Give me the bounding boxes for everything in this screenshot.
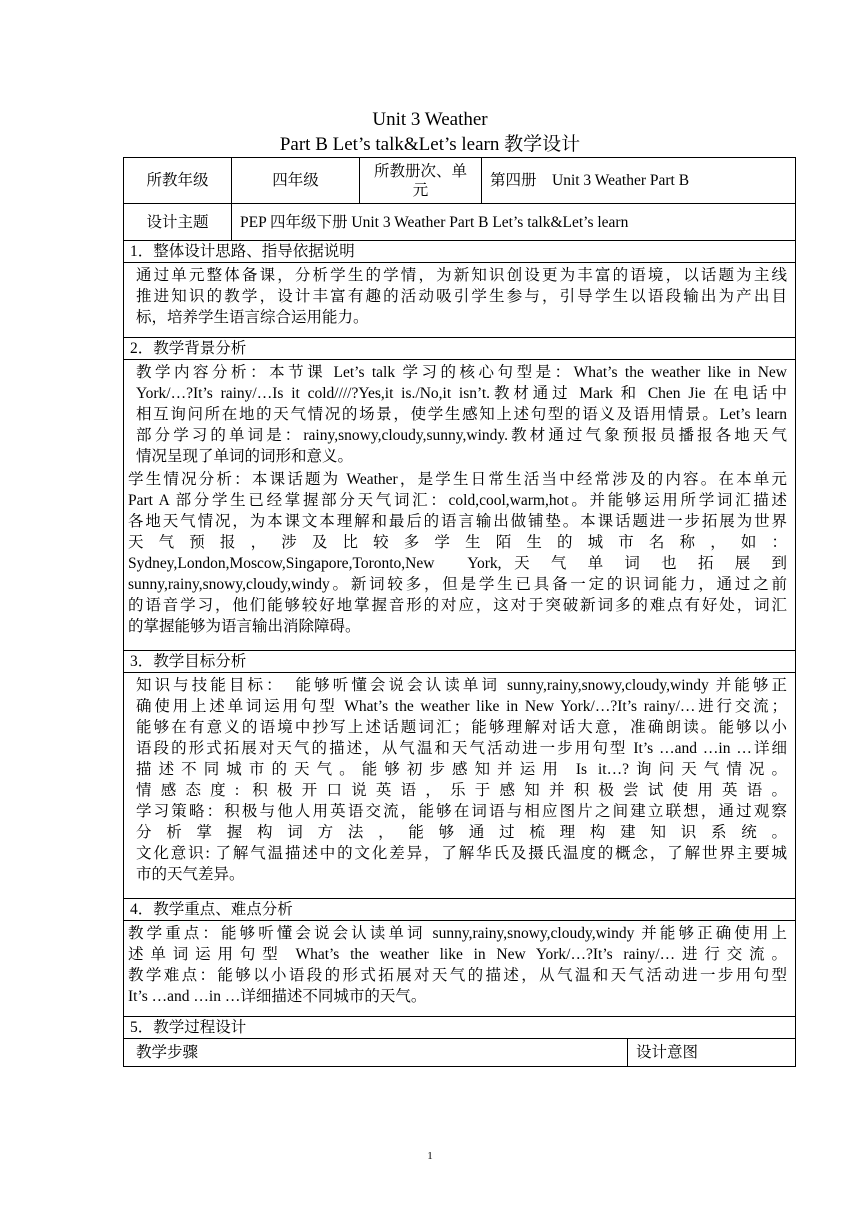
text-line: 通过单元整体备课，分析学生的学情，为新知识创设更为丰富的语境，以话题为主线 <box>136 267 787 284</box>
text-line: 各地天气情况，为本课文本理解和最后的语言输出做铺垫。本课话题进一步拓展为世界 <box>128 513 787 530</box>
text-line: Sydney,London,Moscow,Singapore,Toronto,New York, 天 气 单 词 也 拓 展 到 <box>128 555 787 572</box>
text-line: 情感态度: 积极开口说英语，乐于感知并积极尝试使用英语。 <box>136 782 787 799</box>
section-1-body-row <box>124 263 796 338</box>
text-line: 语段的形式拓展对天气的描述，从气温和天气活动进一步用句型 It’s …and …in …详细 <box>136 740 787 757</box>
text-line: 教学难点：能够以小语段的形式拓展对天气的描述，从气温和天气活动进一步用句型 <box>128 967 787 984</box>
page-number: 1 <box>427 1150 433 1162</box>
key-points-body <box>124 921 795 1007</box>
text-line: 情况呈现了单词的词形和意义。 <box>136 448 354 465</box>
text-line: 相互询问所在地的天气情况的场景，使学生感知上述句型的语义及语用情景。Let’s learn <box>136 406 787 423</box>
text-line: 文化意识: 了解气温描述中的文化差异，了解华氏及摄氏温度的概念，了解世界主要城 <box>136 845 787 862</box>
volume-label-line1: 所教册次、单 <box>373 162 467 180</box>
info-row <box>124 158 796 204</box>
volume-label-line2: 元 <box>412 181 429 199</box>
text-line: sunny,rainy,snowy,cloudy,windy。新词较多，但是学生已具备一定的识词能力，通过之前 <box>128 576 787 593</box>
text-line: 能够在有意义的语境中抄写上述话题词汇；能够理解对话大意，准确朗读。能够以小 <box>136 719 787 736</box>
grade-value: 四年级 <box>232 158 360 204</box>
text-line: 学习策略：积极与他人用英语交流，能够在词语与相应图片之间建立联想，通过观察 <box>136 803 787 820</box>
text-line: 市的天气差异。 <box>136 866 245 883</box>
text-line: 描述不同城市的天气。能够初步感知并运用 Is it…?询问天气情况。 <box>136 761 787 778</box>
process-header-row <box>124 1039 796 1067</box>
document-title: Unit 3 Weather <box>372 109 488 130</box>
text-line: Part A 部分学生已经掌握部分天气词汇：cold,cool,warm,hot。并能够运用所学词汇描述 <box>128 492 787 509</box>
section-2-heading-row <box>124 338 796 360</box>
text-line: 述单词运用句型 What’s the weather like in New York/…?It’s rainy/…进行交流。 <box>128 946 787 963</box>
topic-row <box>124 204 796 241</box>
section-1-heading-row <box>124 241 796 263</box>
text-line: 部分学习的单词是：rainy,snowy,cloudy,sunny,windy.教材通过气象预报员播报各地天气 <box>136 427 787 444</box>
text-line: 天 气 预 报 ， 涉 及 比 较 多 学 生 陌 生 的 城 市 名 称 ， 如 ： <box>128 534 787 551</box>
grade-label: 所教年级 <box>124 158 232 204</box>
text-line: 确使用上述单词运用句型 What’s the weather like in New York/…?It’s rainy/…进行交流； <box>136 698 787 715</box>
section-4-body-row <box>124 921 796 1017</box>
volume-label <box>360 158 482 204</box>
text-line: 标，培养学生语言综合运用能力。 <box>136 309 369 326</box>
text-line: It’s …and …in …详细描述不同城市的天气。 <box>128 988 427 1005</box>
section-3-heading-row <box>124 651 796 673</box>
section-5-heading: 5．教学过程设计 <box>130 1019 247 1036</box>
section-1-body <box>124 263 795 328</box>
volume-value: 第四册 Unit 3 Weather Part B <box>482 158 796 204</box>
section-3-body-row <box>124 673 796 899</box>
section-2-heading: 2．教学背景分析 <box>130 340 247 357</box>
section-4-heading: 4．教学重点、难点分析 <box>130 901 293 918</box>
section-5-heading-row <box>124 1017 796 1039</box>
teaching-steps-header: 教学步骤 <box>124 1039 628 1067</box>
document-subtitle: Part B Let’s talk&Let’s learn 教学设计 <box>279 134 581 155</box>
text-line: 的语音学习，他们能够较好地掌握音形的对应，这对于突破新词多的难点有好处，词汇 <box>128 597 787 614</box>
section-1-heading: 1．整体设计思路、指导依据说明 <box>130 243 355 260</box>
objectives-body <box>124 673 795 885</box>
topic-label: 设计主题 <box>124 204 232 241</box>
lesson-plan-table <box>123 157 796 1067</box>
text-line: 分析掌握构词方法，能够通过梳理构建知识系统。 <box>136 824 787 841</box>
text-line: 知识与技能目标： 能够听懂会说会认读单词 sunny,rainy,snowy,cloudy,windy 并能够正 <box>136 677 787 694</box>
design-intent-header: 设计意图 <box>628 1039 796 1067</box>
text-line: 的掌握能够为语言输出消除障碍。 <box>128 618 361 635</box>
content-analysis <box>124 360 795 467</box>
section-3-heading: 3．教学目标分析 <box>130 653 247 670</box>
text-line: 推进知识的教学，设计丰富有趣的活动吸引学生参与，引导学生以语段输出为产出目 <box>136 288 787 305</box>
topic-value: PEP 四年级下册 Unit 3 Weather Part B Let’s talk&Let’s learn <box>232 204 796 241</box>
text-line: 教学重点：能够听懂会说会认读单词 sunny,rainy,snowy,cloudy,windy 并能够正确使用上 <box>128 925 787 942</box>
text-line: 学生情况分析：本课话题为 Weather，是学生日常生活当中经常涉及的内容。在本单元 <box>128 471 787 488</box>
section-4-heading-row <box>124 899 796 921</box>
text-line: York/…?It’s rainy/…Is it cold////?Yes,it is./No,it isn’t.教材通过 Mark 和 Chen Jie 在电话中 <box>136 385 787 402</box>
student-analysis <box>124 467 795 637</box>
section-2-body-row <box>124 360 796 651</box>
text-line: 教学内容分析：本节课 Let’s talk 学习的核心句型是：What’s the weather like in New <box>136 364 787 381</box>
